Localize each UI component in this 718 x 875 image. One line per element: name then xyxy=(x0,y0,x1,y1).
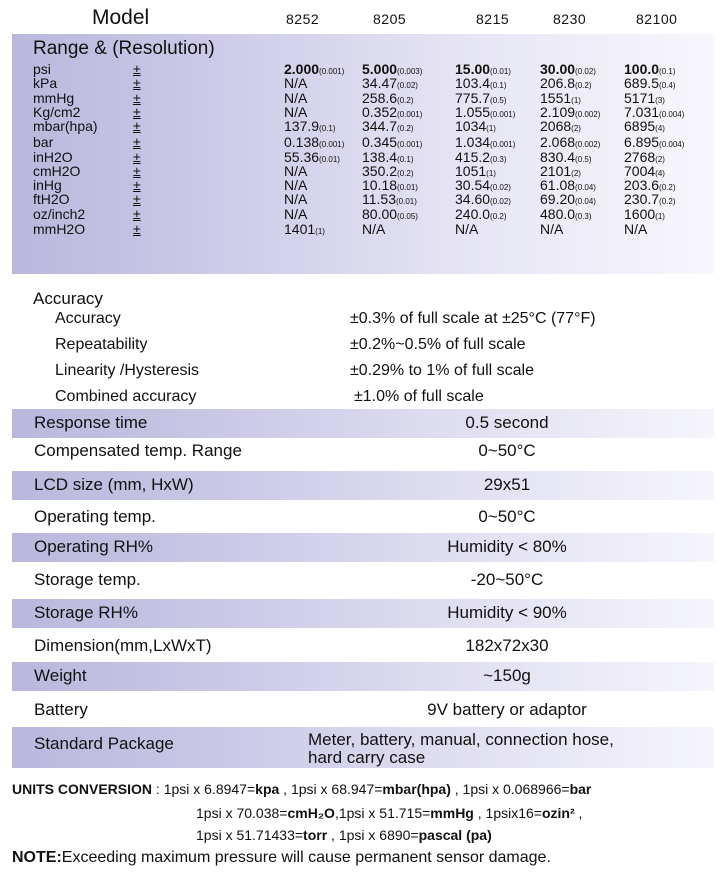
unit-label: kPa xyxy=(33,75,58,91)
spec-row xyxy=(12,533,714,562)
conversion-factor: , 1psi x 6890= xyxy=(327,827,419,843)
spec-label: Compensated temp. Range xyxy=(34,441,242,460)
spec-value: 0~50°C xyxy=(478,507,536,526)
range-value: 203.6 xyxy=(624,177,660,193)
range-cell xyxy=(455,75,507,91)
range-cell xyxy=(540,221,563,237)
conversion-factor: , 1psix16= xyxy=(473,805,542,821)
range-value: 11.53 xyxy=(362,191,396,207)
range-cell xyxy=(455,206,507,222)
range-resolution: (0.2) xyxy=(490,212,507,221)
range-resolution: (0.001) xyxy=(397,110,423,119)
range-value: 69.20 xyxy=(540,191,576,207)
range-cell xyxy=(455,118,496,134)
range-value: 1051 xyxy=(455,163,487,179)
range-cell xyxy=(455,191,511,207)
conversion-factor: , xyxy=(574,805,583,821)
accuracy-label: Accuracy xyxy=(55,310,121,327)
range-cell xyxy=(540,75,592,91)
range-value: N/A xyxy=(284,177,308,193)
spec-row xyxy=(12,566,714,595)
range-value: 415.2 xyxy=(455,149,491,165)
conversion-factor: , 1psi x 0.068966= xyxy=(450,781,570,797)
range-resolution: (2) xyxy=(571,124,581,133)
range-cell xyxy=(540,134,600,150)
unit-label: mmHg xyxy=(33,90,75,106)
range-resolution: (0.04) xyxy=(575,183,596,192)
spec-value: 0~50°C xyxy=(478,441,536,460)
model-label: Model xyxy=(92,6,150,29)
range-cell xyxy=(540,118,581,134)
conversion-factor: , 1psi x 68.947= xyxy=(279,781,383,797)
range-value: N/A xyxy=(540,221,564,237)
range-resolution: (0.01) xyxy=(319,155,340,164)
range-resolution: (0.2) xyxy=(659,197,676,206)
spec-value: 0.5 second xyxy=(465,413,549,432)
accuracy-label: Combined accuracy xyxy=(55,388,197,405)
range-value: 2.000 xyxy=(284,61,320,77)
range-value: 30.54 xyxy=(455,177,491,193)
spec-value: Humidity < 80% xyxy=(447,537,567,556)
range-value: 344.7 xyxy=(362,118,398,134)
range-value: 1.034 xyxy=(455,134,491,150)
spec-label: Dimension(mm,LxWxT) xyxy=(34,636,212,655)
range-value: 240.0 xyxy=(455,206,491,222)
range-value: 206.8 xyxy=(540,75,576,91)
range-cell xyxy=(284,134,344,150)
conversion-line-1 xyxy=(12,781,591,797)
range-value: 6895 xyxy=(624,118,656,134)
note-label: NOTE: xyxy=(12,849,62,866)
range-value: 2.068 xyxy=(540,134,576,150)
range-cell xyxy=(624,191,676,207)
range-resolution: (0.3) xyxy=(575,212,592,221)
range-resolution: (0.2) xyxy=(397,124,414,133)
conversion-unit: kpa xyxy=(255,781,280,797)
range-value: 100.0 xyxy=(624,61,660,77)
conversion-unit: cmH₂O xyxy=(287,805,335,821)
range-resolution: (0.001) xyxy=(490,110,516,119)
package-line-2: hard carry case xyxy=(308,748,426,767)
spec-label: Operating RH% xyxy=(34,537,154,556)
range-value: N/A xyxy=(284,191,308,207)
range-value: 6.895 xyxy=(624,134,660,150)
conversion-colon: : xyxy=(152,781,164,797)
unit-label: psi xyxy=(33,61,51,77)
conversion-unit: mbar(hpa) xyxy=(382,781,451,797)
range-value: N/A xyxy=(362,221,386,237)
range-resolution: (0.001) xyxy=(319,140,345,149)
range-cell xyxy=(284,221,325,237)
range-cell xyxy=(362,191,417,207)
conversion-factor: 1psi x 6.8947= xyxy=(163,781,256,797)
range-cell xyxy=(624,118,665,134)
range-value: 1551 xyxy=(540,90,572,106)
range-value: 2.109 xyxy=(540,104,576,120)
conversion-factor: 1psi x 51.71433= xyxy=(196,827,304,843)
model-8215: 8215 xyxy=(476,11,510,27)
range-resolution: (0.5) xyxy=(575,155,592,164)
conversion-unit: mmHg xyxy=(430,805,474,821)
spec-row xyxy=(12,599,714,628)
unit-label: oz/inch2 xyxy=(33,206,86,222)
plus-minus-symbol: ± xyxy=(133,90,141,106)
range-resolution: (0.01) xyxy=(396,197,417,206)
accuracy-title: Accuracy xyxy=(33,289,103,308)
range-value: 230.7 xyxy=(624,191,660,207)
range-value: 30.00 xyxy=(540,61,576,77)
spec-row xyxy=(12,503,714,532)
range-value: 1600 xyxy=(624,206,656,222)
spec-label: LCD size (mm, HxW) xyxy=(34,475,194,494)
note-text: Exceeding maximum pressure will cause permanent sensor damage. xyxy=(61,849,551,866)
range-value: 775.7 xyxy=(455,90,491,106)
accuracy-value: ±0.2%~0.5% of full scale xyxy=(350,336,526,353)
range-value: 55.36 xyxy=(284,149,320,165)
range-resolution: (0.05) xyxy=(397,212,418,221)
plus-minus-symbol: ± xyxy=(133,206,141,222)
range-resolution: (0.02) xyxy=(490,197,511,206)
range-cell xyxy=(455,221,478,237)
accuracy-value: ±1.0% of full scale xyxy=(354,388,484,405)
range-value: 0.352 xyxy=(362,104,398,120)
spec-value: -20~50°C xyxy=(470,570,544,589)
spec-label: Storage RH% xyxy=(34,603,138,622)
range-cell xyxy=(624,221,647,237)
plus-minus-symbol: ± xyxy=(133,149,141,165)
range-resolution: (2) xyxy=(655,155,665,164)
range-value: 34.60 xyxy=(455,191,491,207)
spec-label: Storage temp. xyxy=(34,570,141,589)
range-value: 350.2 xyxy=(362,163,398,179)
range-resolution: (4) xyxy=(655,124,665,133)
spec-row-package xyxy=(12,727,714,768)
range-value: 2101 xyxy=(540,163,572,179)
range-resolution: (0.1) xyxy=(319,124,336,133)
spec-value: 9V battery or adaptor xyxy=(427,700,587,719)
range-cell xyxy=(624,134,684,150)
range-resolution: (0.002) xyxy=(575,110,601,119)
range-cell xyxy=(284,206,307,222)
range-resolution: (1) xyxy=(486,169,496,178)
range-value: 7004 xyxy=(624,163,656,179)
model-82100: 82100 xyxy=(636,11,678,27)
unit-label: inHg xyxy=(33,177,62,193)
range-cell xyxy=(624,206,665,222)
range-resolution: (0.2) xyxy=(397,169,414,178)
range-value: 80.00 xyxy=(362,206,398,222)
range-resolution: (0.4) xyxy=(659,81,676,90)
range-resolution: (1) xyxy=(315,227,325,236)
spec-label: Weight xyxy=(34,666,87,685)
spec-row xyxy=(12,632,714,661)
range-value: N/A xyxy=(284,104,308,120)
range-value: 480.0 xyxy=(540,206,576,222)
range-value: 34.47 xyxy=(362,75,398,91)
range-cell xyxy=(284,75,307,91)
range-resolution: (0.5) xyxy=(490,96,507,105)
conversion-factor: ,1psi x 51.715= xyxy=(334,805,431,821)
plus-minus-symbol: ± xyxy=(133,118,141,134)
range-value: N/A xyxy=(284,90,308,106)
range-resolution: (4) xyxy=(655,169,665,178)
plus-minus-symbol: ± xyxy=(133,134,141,150)
range-resolution: (0.004) xyxy=(659,140,685,149)
range-resolution: (0.04) xyxy=(575,197,596,206)
conversion-line-3 xyxy=(196,827,492,843)
range-resolution: (0.2) xyxy=(575,81,592,90)
range-resolution: (0.001) xyxy=(319,67,345,76)
spec-row xyxy=(12,696,714,725)
range-value: 830.4 xyxy=(540,149,576,165)
range-resolution: (0.001) xyxy=(490,140,516,149)
unit-label: inH2O xyxy=(33,149,73,165)
range-value: N/A xyxy=(284,206,308,222)
conversion-unit: pascal (pa) xyxy=(418,827,492,843)
spec-value: 29x51 xyxy=(483,475,531,494)
range-cell xyxy=(284,191,307,207)
range-value: 1.055 xyxy=(455,104,491,120)
range-resolution: (0.3) xyxy=(490,155,507,164)
range-value: 0.345 xyxy=(362,134,398,150)
plus-minus-symbol: ± xyxy=(133,191,141,207)
range-value: 103.4 xyxy=(455,75,491,91)
range-resolution: (0.1) xyxy=(490,81,507,90)
range-value: 15.00 xyxy=(455,61,491,77)
plus-minus-symbol: ± xyxy=(133,75,141,91)
range-value: 1034 xyxy=(455,118,487,134)
range-value: 5.000 xyxy=(362,61,398,77)
unit-label: bar xyxy=(33,134,54,150)
spec-label: Response time xyxy=(34,413,148,432)
unit-label: mmH2O xyxy=(33,221,86,237)
range-resolution: (0.001) xyxy=(397,140,423,149)
range-cell xyxy=(455,134,515,150)
spec-value xyxy=(308,731,708,767)
range-resolution: (1) xyxy=(571,96,581,105)
range-value: 2068 xyxy=(540,118,572,134)
range-value: N/A xyxy=(284,163,308,179)
range-resolution: (0.02) xyxy=(575,67,596,76)
spec-label: Battery xyxy=(34,700,88,719)
accuracy-label: Linearity /Hysteresis xyxy=(55,362,200,379)
range-cell xyxy=(624,75,676,91)
unit-label: Kg/cm2 xyxy=(33,104,81,120)
accuracy-label: Repeatability xyxy=(55,336,148,353)
plus-minus-symbol: ± xyxy=(133,163,141,179)
spec-row xyxy=(12,409,714,438)
range-value: 689.5 xyxy=(624,75,660,91)
range-resolution: (0.2) xyxy=(659,183,676,192)
model-8205: 8205 xyxy=(373,11,407,27)
accuracy-value: ±0.29% to 1% of full scale xyxy=(350,362,534,379)
range-cell xyxy=(362,75,418,91)
range-value: 61.08 xyxy=(540,177,576,193)
spec-label: Standard Package xyxy=(34,734,174,753)
range-value: 5171 xyxy=(624,90,656,106)
range-cell xyxy=(540,206,592,222)
range-resolution: (0.02) xyxy=(397,81,418,90)
range-value: 2768 xyxy=(624,149,656,165)
range-resolution: (0.004) xyxy=(659,110,685,119)
range-cell xyxy=(362,134,422,150)
plus-minus-symbol: ± xyxy=(133,104,141,120)
range-title: Range & (Resolution) xyxy=(33,38,215,59)
conversion-line-2 xyxy=(196,805,582,821)
range-value: 10.18 xyxy=(362,177,398,193)
conversion-factor: 1psi x 70.038= xyxy=(196,805,288,821)
range-cell xyxy=(362,221,385,237)
model-8230: 8230 xyxy=(553,11,587,27)
range-value: 138.4 xyxy=(362,149,398,165)
range-cell xyxy=(540,191,596,207)
range-value: 1401 xyxy=(284,221,316,237)
range-value: 137.9 xyxy=(284,118,320,134)
conversion-title: UNITS CONVERSION xyxy=(12,781,153,797)
range-cell xyxy=(284,118,336,134)
range-value: N/A xyxy=(284,75,308,91)
plus-minus-symbol: ± xyxy=(133,61,141,77)
range-resolution: (0.1) xyxy=(659,67,676,76)
range-resolution: (2) xyxy=(571,169,581,178)
range-resolution: (3) xyxy=(655,96,665,105)
package-line-1: Meter, battery, manual, connection hose, xyxy=(308,730,614,749)
unit-label: ftH2O xyxy=(33,191,70,207)
conversion-unit: torr xyxy=(303,827,328,843)
accuracy-value: ±0.3% of full scale at ±25°C (77°F) xyxy=(350,310,596,327)
range-resolution: (0.02) xyxy=(490,183,511,192)
plus-minus-symbol: ± xyxy=(133,177,141,193)
spec-label: Operating temp. xyxy=(34,507,156,526)
range-resolution: (0.01) xyxy=(490,67,511,76)
range-resolution: (0.2) xyxy=(397,96,414,105)
spec-value: 182x72x30 xyxy=(465,636,549,655)
conversion-unit: ozin² xyxy=(541,805,575,821)
spec-row xyxy=(12,437,714,466)
range-value: 7.031 xyxy=(624,104,660,120)
unit-label: mbar(hpa) xyxy=(33,118,98,134)
note xyxy=(12,849,551,867)
range-resolution: (1) xyxy=(486,124,496,133)
spec-value: ~150g xyxy=(483,666,531,685)
range-resolution: (0.01) xyxy=(397,183,418,192)
range-value: 258.6 xyxy=(362,90,398,106)
model-8252: 8252 xyxy=(286,11,320,27)
range-value: N/A xyxy=(455,221,479,237)
conversion-unit: bar xyxy=(569,781,592,797)
spec-row xyxy=(12,662,714,691)
model-header xyxy=(0,0,718,34)
range-value: N/A xyxy=(624,221,648,237)
range-resolution: (0.002) xyxy=(575,140,601,149)
spec-value: Humidity < 90% xyxy=(447,603,567,622)
plus-minus-symbol: ± xyxy=(133,221,141,237)
range-cell xyxy=(362,206,418,222)
range-resolution: (0.1) xyxy=(397,155,414,164)
unit-label: cmH2O xyxy=(33,163,81,179)
range-cell xyxy=(362,118,414,134)
spec-row xyxy=(12,471,714,500)
range-resolution: (1) xyxy=(655,212,665,221)
range-resolution: (0.003) xyxy=(397,67,423,76)
range-value: 0.138 xyxy=(284,134,320,150)
